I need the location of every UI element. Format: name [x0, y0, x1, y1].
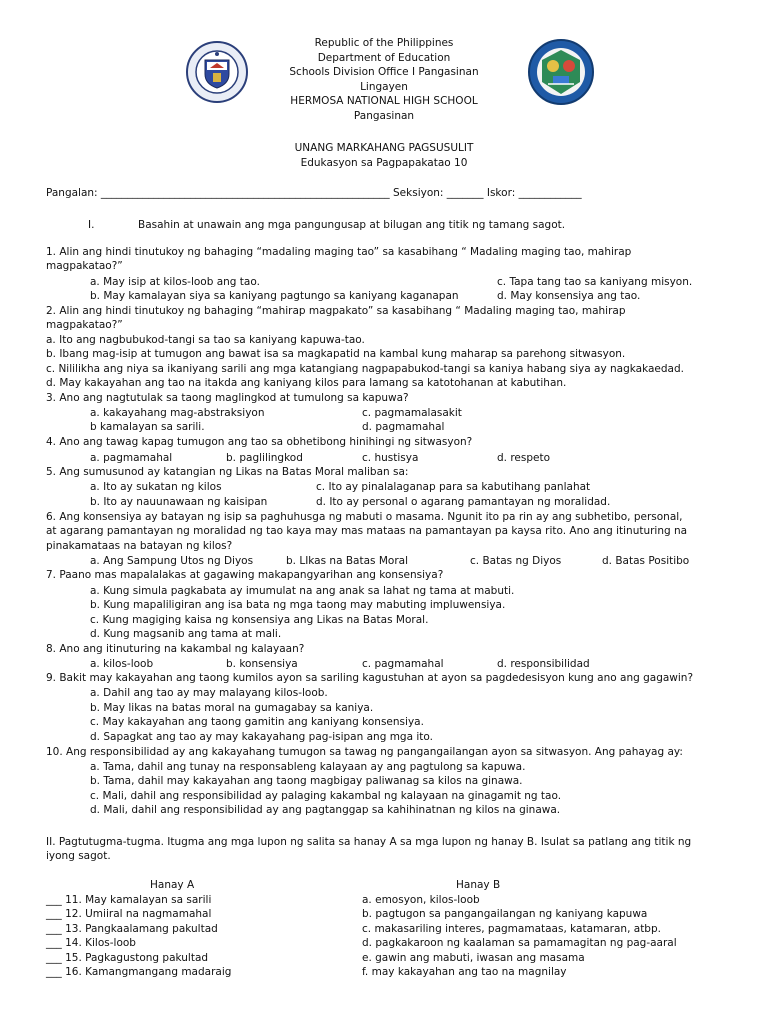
match-item-b: e. gawin ang mabuti, iwasan ang masama [362, 952, 585, 964]
choice-a: a. pagmamahal [90, 452, 173, 464]
choice-d: d. Sapagkat ang tao ay may kakayahang pag-isipan ang mga ito. [90, 731, 433, 743]
question-stem: 6. Ang konsensiya ay batayan ng isip sa paghuhusga ng mabuti o masama. Ngunit ito pa rin ay ang subhetibo, personal, [46, 511, 683, 523]
question-stem: 9. Bakit may kakayahan ang taong kumilos ayon sa sariling kagustuhan at ayon sa pagdedesisyon kung ano ang gagawin? [46, 672, 694, 684]
choice-d: d. Mali, dahil ang responsibilidad ay ang pagtanggap sa kahihinatnan ng kilos na ginawa. [90, 804, 561, 816]
choice-a: a. Ang Sampung Utos ng Diyos [90, 555, 254, 567]
choice-c: c. Batas ng Diyos [470, 555, 562, 567]
choice-a: a. May isip at kilos-loob ang tao. [90, 276, 260, 288]
question-stem: 1. Alin ang hindi tinutukoy ng bahaging “madaling maging tao” sa kasabihang “ Madaling maging tao, mahirap [46, 246, 632, 258]
school-header [0, 36, 768, 123]
choice-c: c. Ito ay pinalalaganap para sa kabutihang panlahat [316, 481, 591, 493]
choice-b: b. konsensiya [226, 658, 298, 670]
choice-c: c. hustisya [362, 452, 419, 464]
exam-title [0, 141, 768, 171]
choice-a: a. Tama, dahil ang tunay na responsableng kalayaan ay ang pagtulong sa kapuwa. [90, 761, 526, 773]
section2-instruction: iyong sagot. [46, 850, 111, 862]
match-item-a: ___ 13. Pangkaalamang pakultad [46, 923, 218, 935]
question-stem: 7. Paano mas mapalalakas at gagawing makapangyarihan ang konsensiya? [46, 569, 444, 581]
match-item-a: ___ 11. May kamalayan sa sarili [46, 894, 212, 906]
match-item-b: a. emosyon, kilos-loob [362, 894, 480, 906]
header-line: Republic of the Philippines [314, 37, 454, 49]
choice-d: d. respeto [497, 452, 551, 464]
choice-b: b. paglilingkod [226, 452, 303, 464]
choice-b: b. Kung mapaliligiran ang isa bata ng mga taong may mabuting impluwensiya. [90, 599, 506, 611]
choice-c: c. May kakayahan ang taong gamitin ang kaniyang konsensiya. [90, 716, 424, 728]
question-stem: 8. Ano ang itinuturing na kakambal ng kalayaan? [46, 643, 305, 655]
choice-b: b. Tama, dahil may kakayahan ang taong magbigay paliwanag sa kilos na ginawa. [90, 775, 523, 787]
choice-c: c. Nililikha ang niya sa ikaniyang sarili ang mga katangiang nagpapabukod-tangi sa kaniya habang siya ay nagkakaedad. [46, 363, 684, 375]
match-item-a: ___ 14. Kilos-loob [46, 937, 136, 949]
section1-instruction: Basahin at unawain ang mga pangungusap at bilugan ang titik ng tamang sagot. [138, 219, 566, 231]
match-item-a: ___ 15. Pagkagustong pakultad [46, 952, 209, 964]
match-item-b: c. makasariling interes, pagmamataas, katamaran, atbp. [362, 923, 661, 935]
choice-a: a. Kung simula pagkabata ay imumulat na ang anak sa lahat ng tama at mabuti. [90, 585, 515, 597]
choice-b: b. Ito ay nauunawaan ng kaisipan [90, 496, 268, 508]
question-stem: 3. Ano ang nagtutulak sa taong maglingkod at tumulong sa kapuwa? [46, 392, 409, 404]
question-stem: at agarang pamantayan ng moralidad ng tao kaya may mas mataas na pamantayan pa kaysa rito. Ano ang itinuturing na [46, 525, 688, 537]
choice-d: d. Ito ay personal o agarang pamantayan ng moralidad. [316, 496, 611, 508]
match-item-b: b. pagtugon sa pangangailangan ng kaniyang kapuwa [362, 908, 648, 920]
question-stem: 5. Ang sumusunod ay katangian ng Likas na Batas Moral maliban sa: [46, 466, 409, 478]
header-line: Schools Division Office I Pangasinan [289, 66, 479, 78]
choice-c: c. Mali, dahil ang responsibilidad ay palaging kakambal ng kalayaan na ginagamit ng tao. [90, 790, 562, 802]
exam-subject-line: Edukasyon sa Pagpapakatao 10 [300, 157, 468, 169]
match-item-a: ___ 16. Kamangmangang madaraig [46, 966, 232, 978]
choice-d: d. May konsensiya ang tao. [497, 290, 641, 302]
hanay-b-title: Hanay B [456, 879, 501, 891]
choice-d: d. pagmamahal [362, 421, 445, 433]
choice-b: b. Ibang mag-isip at tumugon ang bawat isa sa magkapatid na kambal kung maharap sa parehong sitwasyon. [46, 348, 626, 360]
choice-a: a. Dahil ang tao ay may malayang kilos-loob. [90, 687, 328, 699]
choice-a: a. kakayahang mag-abstraksiyon [90, 407, 265, 419]
choice-b: b. May likas na batas moral na gumagabay sa kaniya. [90, 702, 374, 714]
choice-c: c. Tapa tang tao sa kaniyang misyon. [497, 276, 693, 288]
choice-c: c. pagmamahal [362, 658, 444, 670]
question-stem: magpakatao?” [46, 260, 123, 272]
choice-c: c. pagmamalasakit [362, 407, 462, 419]
choice-a: a. Ito ay sukatan ng kilos [90, 481, 222, 493]
question-stem: 4. Ano ang tawag kapag tumugon ang tao sa obhetibong hinihingi ng sitwasyon? [46, 436, 473, 448]
choice-a: a. Ito ang nagbubukod-tangi sa tao sa kaniyang kapuwa-tao. [46, 334, 365, 346]
hanay-a-title: Hanay A [150, 879, 195, 891]
exam-title-line: UNANG MARKAHANG PAGSUSULIT [294, 142, 474, 154]
match-item-b: d. pagkakaroon ng kaalaman sa pamamagitan ng pag-aaral [362, 937, 677, 949]
question-stem: 10. Ang responsibilidad ay ang kakayahang tumugon sa tawag ng pangangailangan ayon sa sitwasyon. Ang pahayag ay: [46, 746, 683, 758]
section2-instruction: II. Pagtutugma-tugma. Itugma ang mga lupon ng salita sa hanay A sa mga lupon ng hanay B. Isulat sa patlang ang titik ng [46, 836, 692, 848]
choice-b: b kamalayan sa sarili. [90, 421, 205, 433]
student-info-line: Pangalan: _______________________________________________________ Seksiyon: _______ Iskor: ____________ [46, 187, 582, 199]
choice-c: c. Kung magiging kaisa ng konsensiya ang Likas na Batas Moral. [90, 614, 429, 626]
question-stem: magpakatao?” [46, 319, 123, 331]
choice-a: a. kilos-loob [90, 658, 154, 670]
header-line: Lingayen [360, 80, 408, 93]
choice-d: d. May kakayahan ang tao na itakda ang kaniyang kilos para lamang sa katotohanan at kabutihan. [46, 377, 567, 389]
header-line: HERMOSA NATIONAL HIGH SCHOOL [290, 95, 478, 107]
header-line: Department of Education [317, 51, 451, 64]
choice-b: b. May kamalayan siya sa kaniyang pagtungo sa kaniyang kaganapan [90, 290, 459, 302]
match-item-a: ___ 12. Umiiral na nagmamahal [46, 908, 212, 920]
match-item-b: f. may kakayahan ang tao na magnilay [362, 966, 567, 978]
header-line: Pangasinan [353, 109, 415, 122]
choice-d: d. Batas Positibo [602, 555, 690, 567]
section1-numeral: I. [88, 219, 95, 231]
choice-d: d. responsibilidad [497, 658, 590, 670]
choice-b: b. LIkas na Batas Moral [286, 555, 409, 567]
choice-d: d. Kung magsanib ang tama at mali. [90, 628, 282, 640]
question-stem: 2. Alin ang hindi tinutukoy ng bahaging “mahirap magpakato” sa kasabihang “ Madaling maging tao, mahirap [46, 305, 626, 317]
question-stem: pinakamataas na batayan ng kilos? [46, 540, 233, 552]
